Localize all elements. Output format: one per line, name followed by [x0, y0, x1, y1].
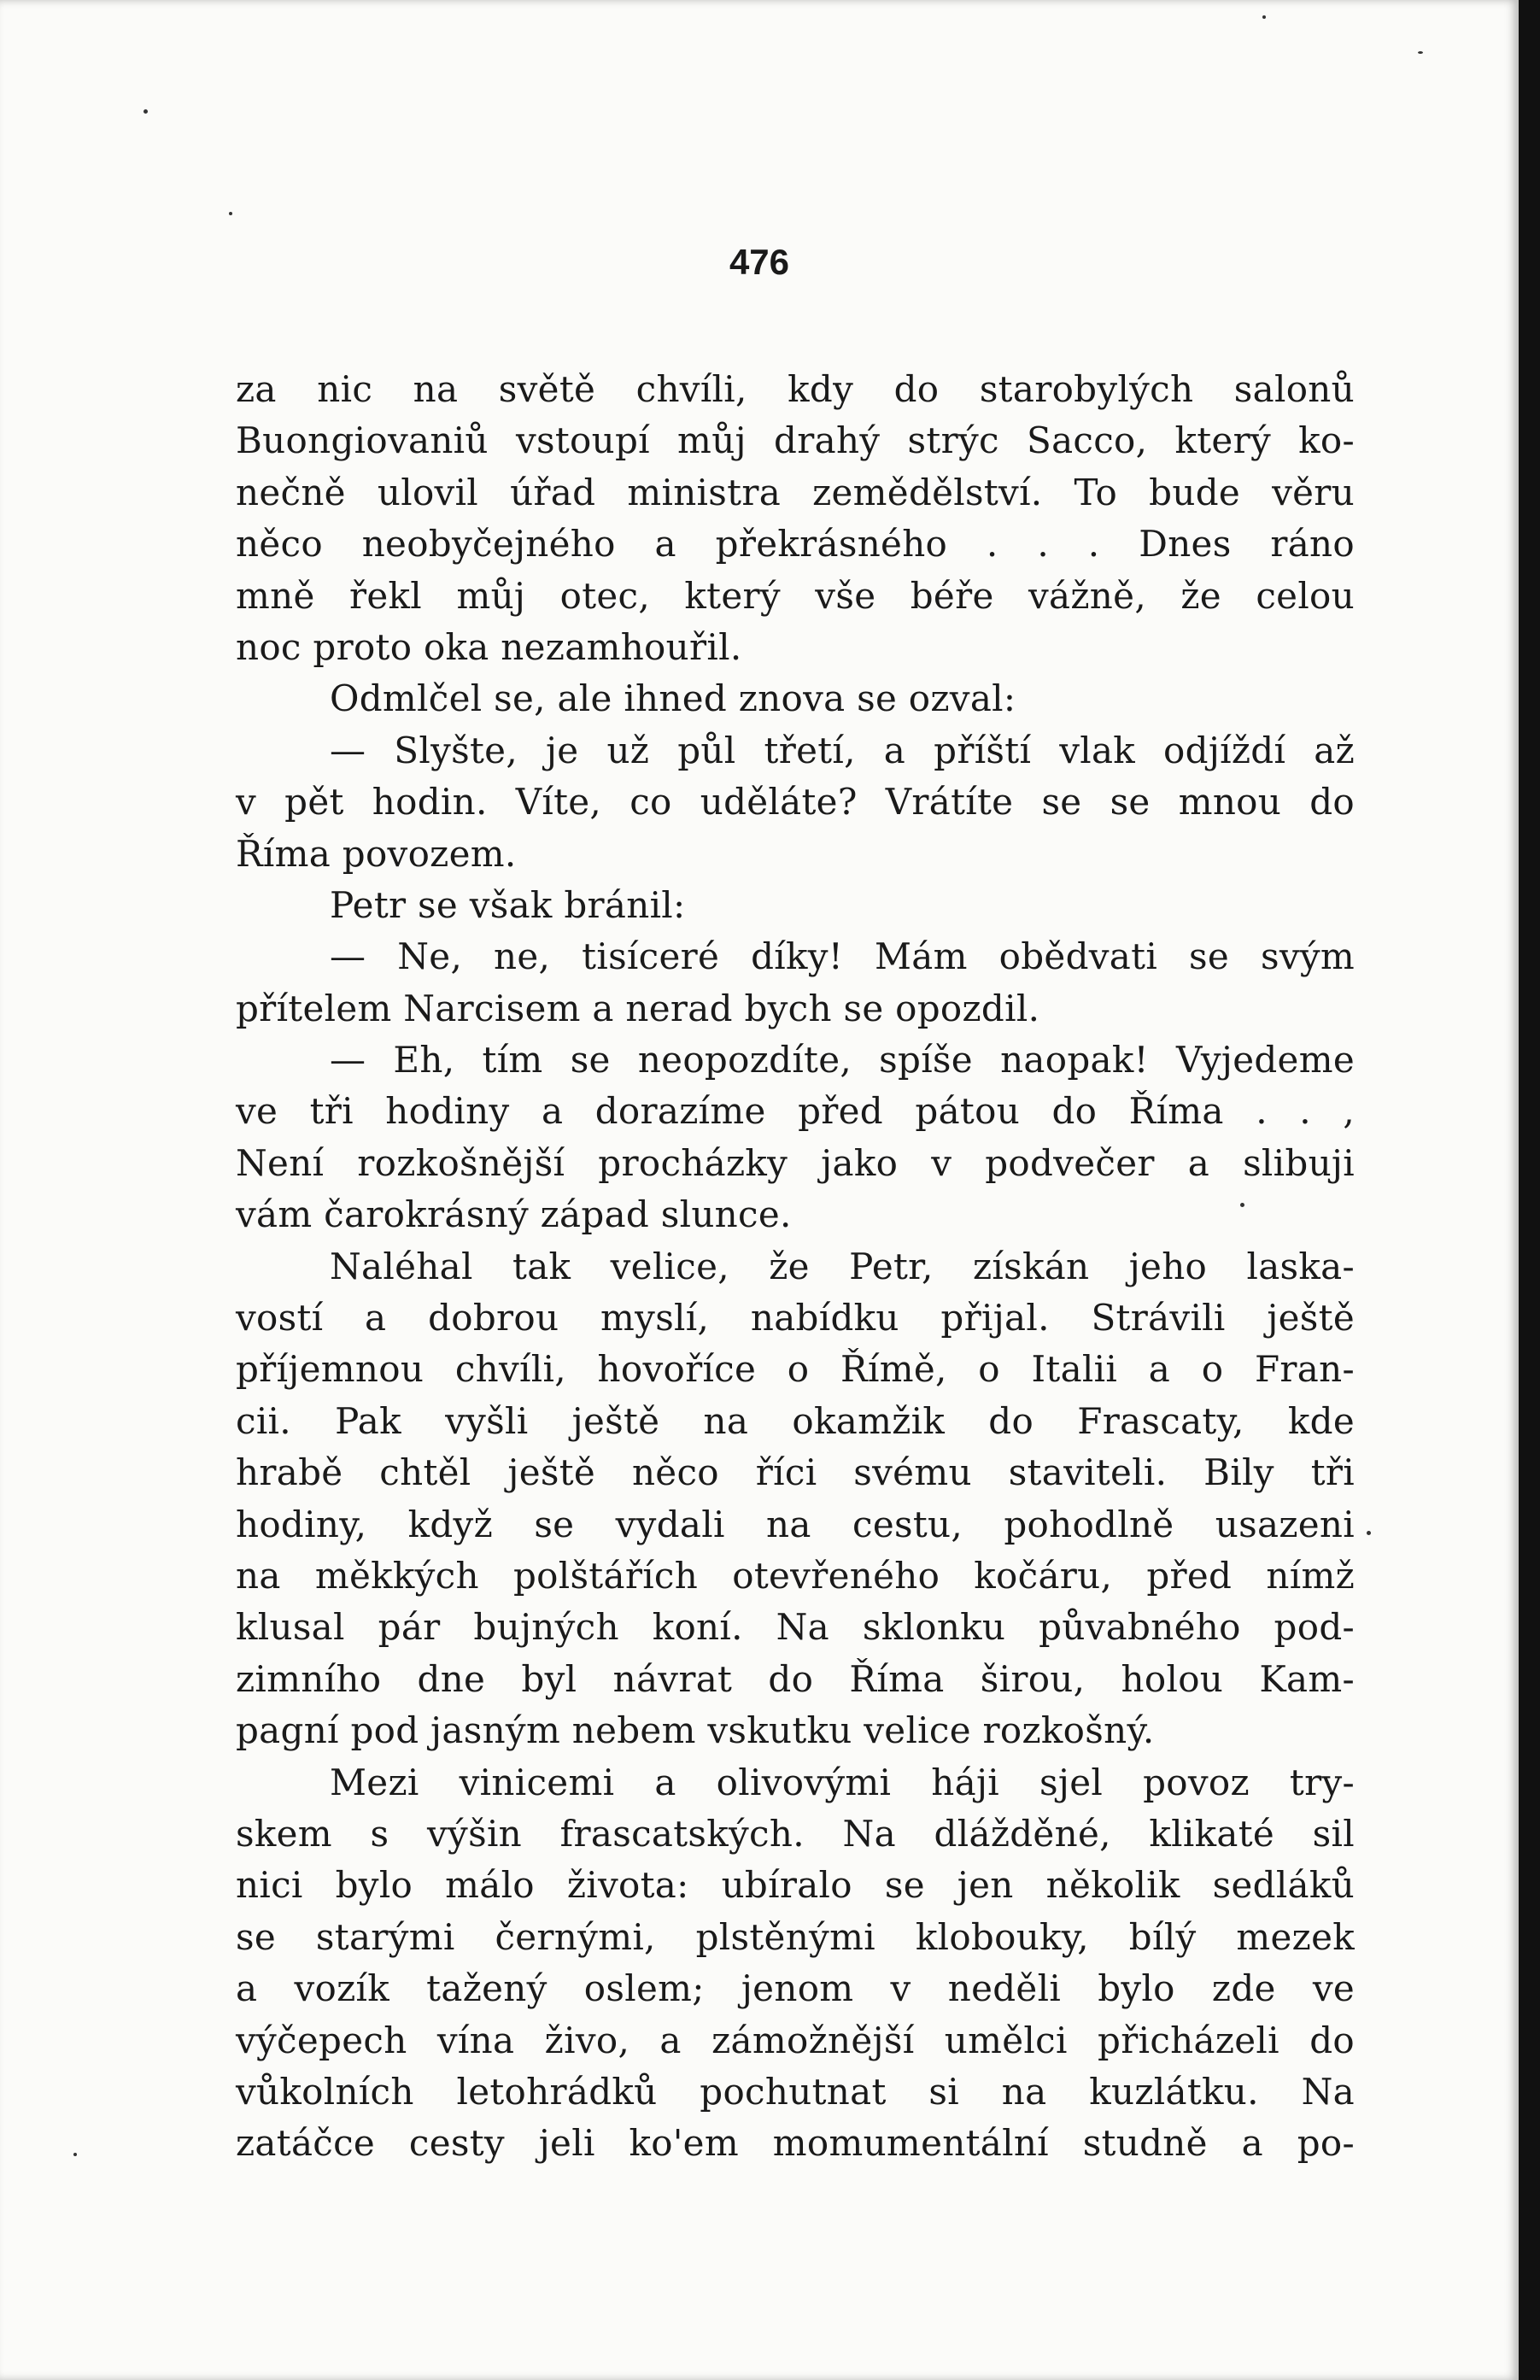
text-line: vůkolních letohrádků pochutnat si na kuzlátku. Na: [236, 2070, 1355, 2113]
text-line: Buongiovaniů vstoupí můj drahý strýc Sacco, který ko-: [236, 419, 1355, 462]
text-line: — Eh, tím se neopozdíte, spíše naopak! Vyjedeme: [330, 1039, 1355, 1082]
text-line: mně řekl můj otec, který vše béře vážně, že celou: [236, 574, 1355, 617]
text-line: — Ne, ne, tisíceré díky! Mám obědvati se svým: [330, 935, 1355, 978]
text-line: cii. Pak vyšli ještě na okamžik do Frascaty, kde: [236, 1399, 1355, 1442]
text-line: Mezi vinicemi a olivovými háji sjel povoz try-: [330, 1761, 1355, 1803]
text-line: výčepech vína živo, a zámožnější umělci přicházeli do: [236, 2019, 1355, 2061]
text-line: hrabě chtěl ještě něco říci svému staviteli. Bily tři: [236, 1451, 1355, 1494]
paper-speck: [1367, 1531, 1371, 1535]
paper-speck: [143, 109, 148, 114]
text-line: pagní pod jasným nebem vskutku velice rozkošný.: [236, 1709, 1155, 1752]
text-line: hodiny, když se vydali na cestu, pohodlně usazeni: [236, 1503, 1355, 1545]
text-line: nici bylo málo života: ubíralo se jen několik sedláků: [236, 1864, 1355, 1907]
text-line: Naléhal tak velice, že Petr, získán jeho laska-: [330, 1245, 1355, 1287]
text-line: nečně ulovil úřad ministra zemědělství. To bude věru: [236, 471, 1355, 513]
text-line: Petr se však bránil:: [330, 883, 686, 926]
text-line: Odmlčel se, ale ihned znova se ozval:: [330, 677, 1016, 720]
page-number: 476: [729, 242, 790, 282]
text-line: klusal pár bujných koní. Na sklonku půvabného pod-: [236, 1606, 1355, 1649]
paper-speck: [1418, 51, 1423, 54]
text-line: Není rozkošnější procházky jako v podvečer a slibuji: [236, 1141, 1355, 1184]
text-line: v pět hodin. Víte, co uděláte? Vrátíte se se mnou do: [236, 781, 1355, 824]
paper-speck: [229, 212, 232, 215]
paper-speck: [1262, 15, 1266, 19]
text-line: skem s výšin frascatských. Na dlážděné, klikaté sil: [236, 1812, 1355, 1855]
text-line: zatáčce cesty jeli ko'em momumentální studně a po-: [236, 2122, 1355, 2165]
text-line: příjemnou chvíli, hovoříce o Římě, o Italii a o Fran-: [236, 1348, 1355, 1391]
text-line: za nic na světě chvíli, kdy do starobylých salonů: [236, 368, 1355, 410]
text-line: zimního dne byl návrat do Říma širou, holou Kam-: [236, 1657, 1355, 1700]
text-line: se starými černými, plstěnými klobouky, bílý mezek: [236, 1915, 1355, 1958]
text-line: přítelem Narcisem a nerad bych se opozdil.: [236, 987, 1040, 1029]
body-text: [236, 364, 1355, 2170]
text-line: ve tři hodiny a dorazíme před pátou do Říma . . ,: [236, 1090, 1355, 1133]
paper-speck: [73, 2153, 77, 2156]
text-line: na měkkých polštářích otevřeného kočáru, před nímž: [236, 1554, 1355, 1597]
text-line: vostí a dobrou myslí, nabídku přijal. Strávili ještě: [236, 1297, 1355, 1339]
paper-speck: [1240, 1203, 1244, 1207]
text-line: Říma povozem.: [236, 832, 517, 875]
text-line: — Slyšte, je už půl třetí, a příští vlak odjíždí až: [330, 729, 1355, 771]
text-line: noc proto oka nezamhouřil.: [236, 625, 742, 668]
text-line: vám čarokrásný západ slunce.: [236, 1193, 792, 1236]
text-line: a vozík tažený oslem; jenom v neděli bylo zde ve: [236, 1967, 1355, 2010]
text-line: něco neobyčejného a překrásného . . . Dnes ráno: [236, 523, 1355, 566]
